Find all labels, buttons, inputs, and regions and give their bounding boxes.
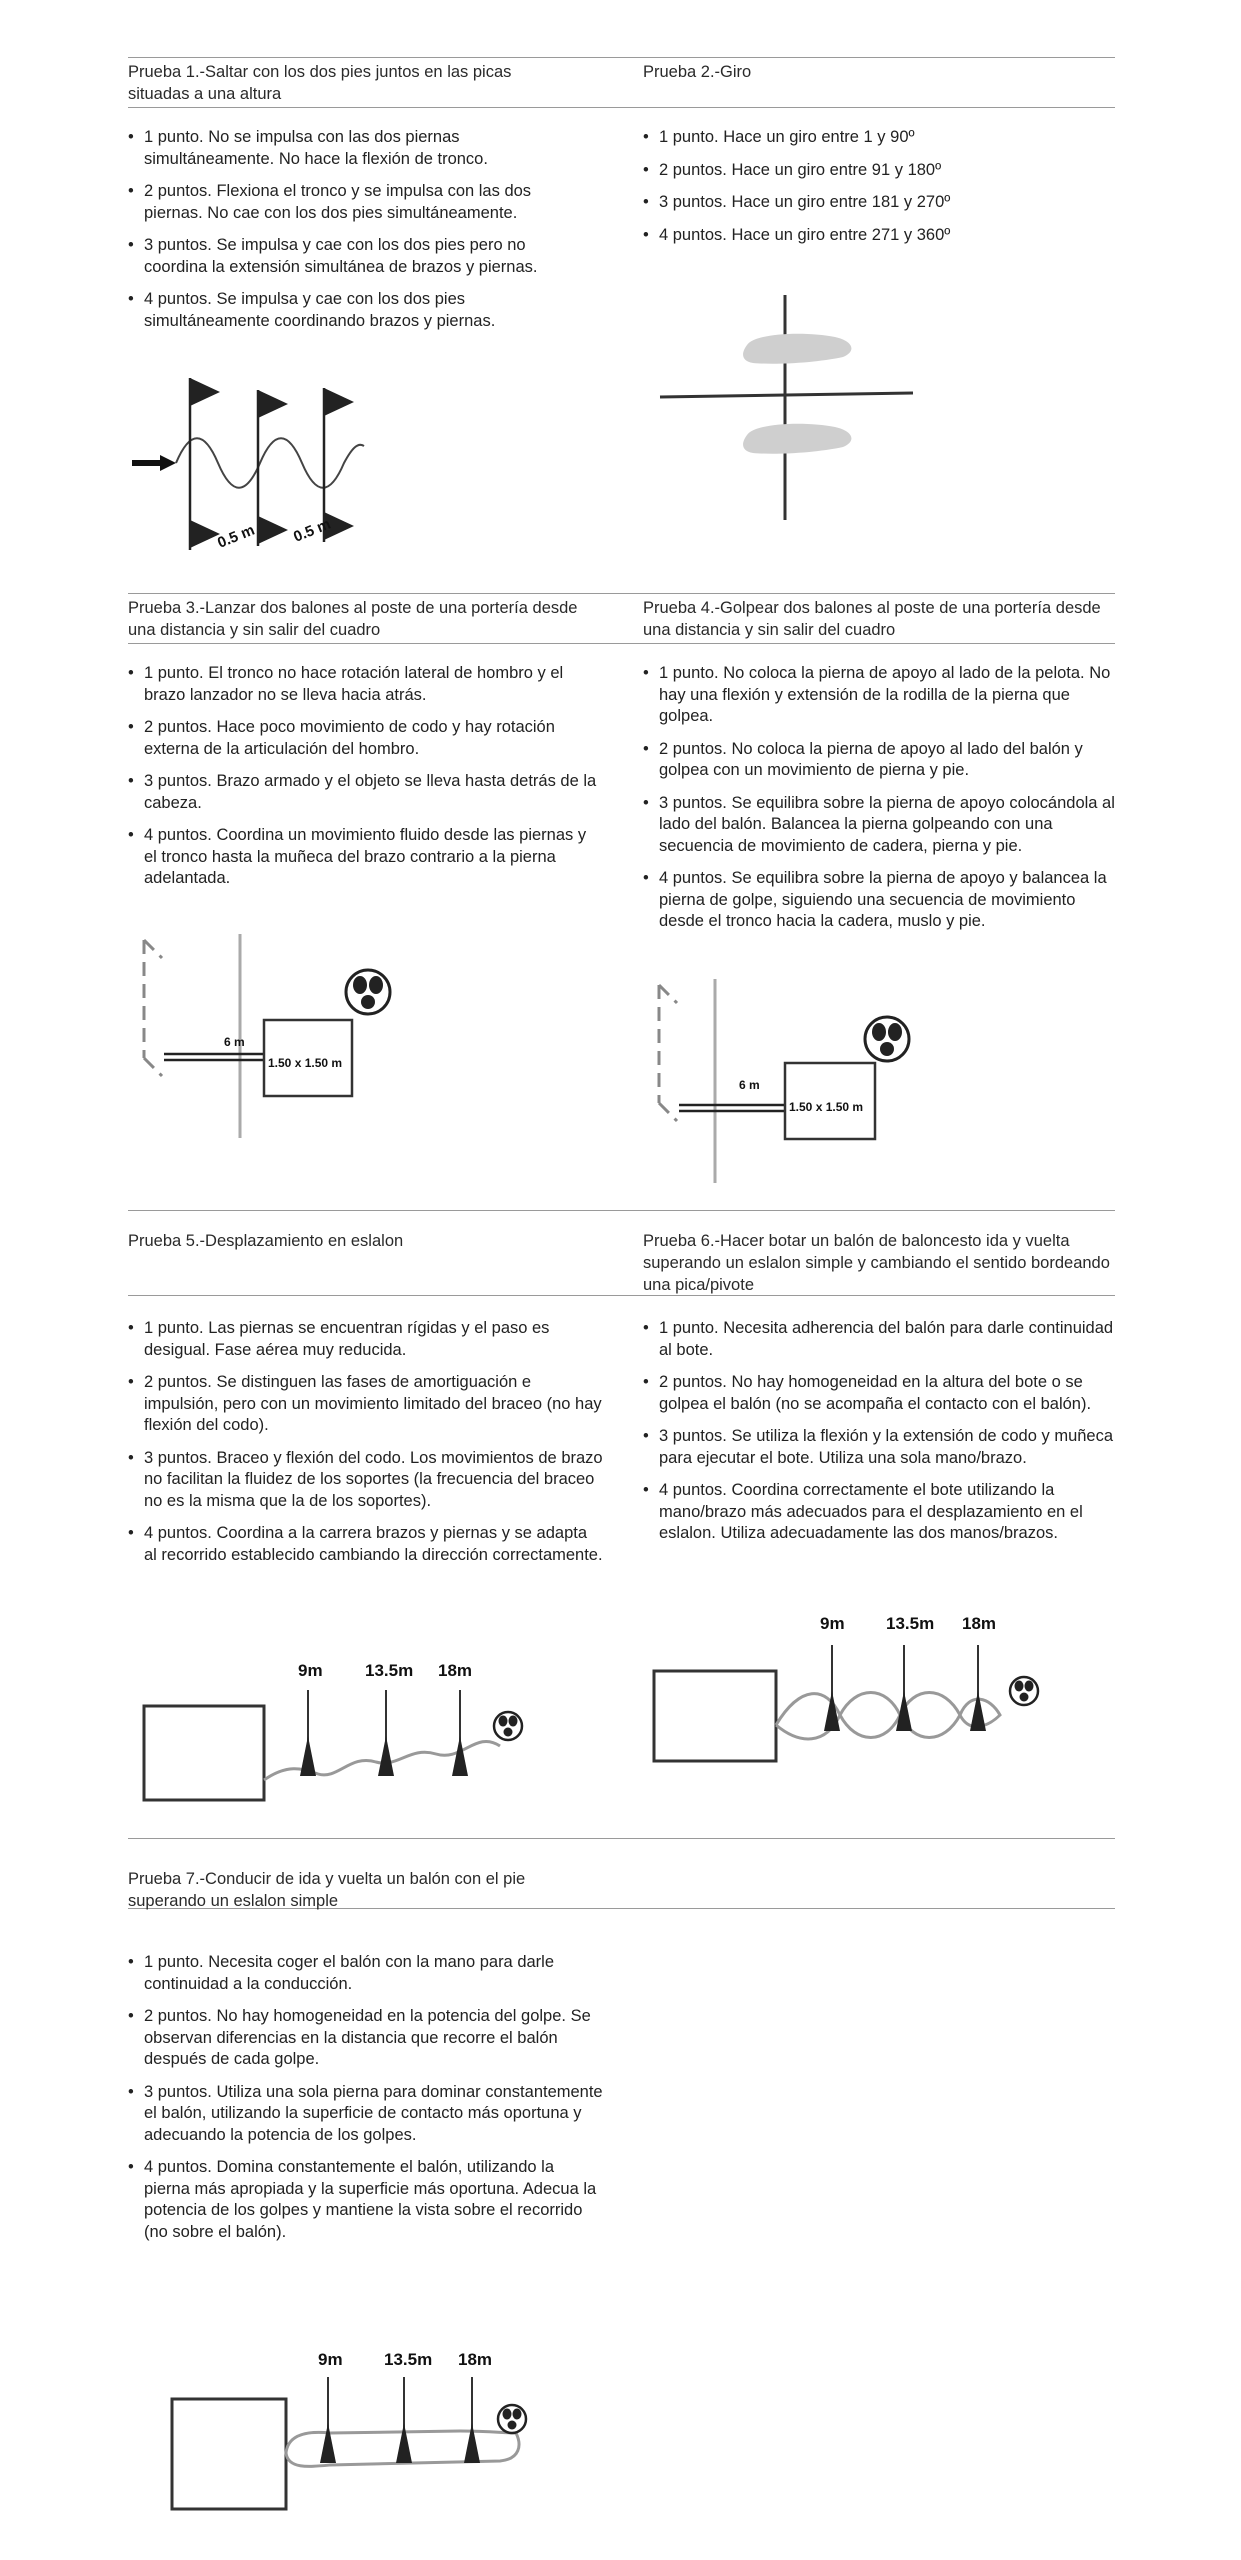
cone-icon [300,1690,316,1776]
prueba-1-criteria [128,127,583,343]
criterion-item: • 3 puntos. Utiliza una sola pierna para dominar constantemente el balón, utilizando la superficie de contacto más oportuna y adecuando la potencia de los golpes. [128,2082,603,2147]
criterion-item: • 4 puntos. Coordina un movimiento fluido desde las piernas y el tronco hasta la muñeca del brazo contrario a la pierna adelantada. [128,825,598,890]
cone-icon [320,2377,336,2463]
criterion-item: • 2 puntos. Se distinguen las fases de amortiguación e impulsión, pero con un movimiento limitado del braceo (no hay flexión del codo). [128,1372,603,1437]
criterion-item: • 4 puntos. Coordina a la carrera brazos y piernas y se adapta al recorrido establecido cambiando la dirección correctamente. [128,1523,603,1566]
criterion-item: • 1 punto. El tronco no hace rotación lateral de hombro y el brazo lanzador no se lleva hacia atrás. [128,663,598,706]
square-label: 1.50 x 1.50 m [268,1056,343,1070]
prueba-6-title: Prueba 6.-Hacer botar un balón de baloncesto ida y vuelta superando un eslalon simple y cambiando el sentido bordeando una pica/pivote [643,1232,1110,1294]
cone-icon [464,2377,480,2463]
prueba-5-criteria [128,1318,603,1577]
distance-label: 13.5m [384,2350,433,2369]
distance-label: 0.5 m [215,521,258,552]
distance-label: 9m [318,2350,343,2369]
prueba-3-title: Prueba 3.-Lanzar dos balones al poste de una portería desde una distancia y sin salir del cuadro [128,599,578,639]
prueba-1-jump-diagram [128,370,418,560]
distance-label: 18m [962,1614,997,1633]
criterion-item: • 3 puntos. Se equilibra sobre la pierna de apoyo colocándola al lado del balón. Balancea la pierna golpeando con una secuencia de movimiento de cadera, pierna y pie. [643,793,1123,858]
distance-label: 18m [458,2350,493,2369]
start-square [654,1671,776,1761]
square-label: 1.50 x 1.50 m [789,1100,864,1114]
flag-pole [324,388,354,542]
criterion-item: • 4 puntos. Se equilibra sobre la pierna de apoyo y balancea la pierna de golpe, siguiendo una secuencia de movimiento desde el tronco hacia la cadera, muslo y pie. [643,868,1123,933]
prueba-7-title: Prueba 7.-Conducir de ida y vuelta un balón con el pie superando un eslalon simple [128,1870,526,1910]
distance-label: 9m [820,1614,845,1633]
flag-pole [190,378,220,550]
arrow-icon [132,455,176,471]
distance-label: 6 m [224,1035,245,1049]
distance-label: 0.5 m [291,515,334,546]
prueba-3-throw-diagram [140,930,420,1140]
prueba-6-criteria [643,1318,1123,1556]
start-square [172,2399,286,2509]
prueba-2-turn-diagram [655,295,925,525]
criterion-item: • 1 punto. Necesita adherencia del balón para darle continuidad al bote. [643,1318,1123,1361]
prueba-4-criteria [643,663,1123,944]
footprint-icon [743,334,851,364]
cone-icon [970,1645,986,1731]
criterion-item: • 4 puntos. Se impulsa y cae con los dos pies simultáneamente coordinando brazos y piernas. [128,289,583,332]
distance-label: 13.5m [886,1614,935,1633]
divider [128,1838,1115,1839]
prueba-5-slalom-diagram [140,1650,540,1810]
cone-icon [396,2377,412,2463]
prueba-6-dribble-diagram [650,1605,1060,1765]
prueba-2-title: Prueba 2.-Giro [643,63,752,81]
prueba-4-kick-diagram [655,975,925,1185]
criterion-item: • 3 puntos. Se utiliza la flexión y la extensión de codo y muñeca para ejecutar el bote. Utiliza una sola mano/brazo. [643,1426,1123,1469]
criterion-item: • 3 puntos. Brazo armado y el objeto se lleva hasta detrás de la cabeza. [128,771,598,814]
criterion-item: • 4 puntos. Coordina correctamente el bote utilizando la mano/brazo más adecuados para el desplazamiento en el eslalon. Utiliza adecuadamente las dos manos/brazos. [643,1480,1123,1545]
ball-icon [865,1017,909,1061]
prueba-7-foot-dribble-diagram [160,2345,560,2515]
prueba-1-title: Prueba 1.-Saltar con los dos pies juntos en las picas situadas a una altura [128,63,512,103]
criterion-item: • 4 puntos. Domina constantemente el balón, utilizando la pierna más apropiada y la superficie más oportuna. Adecua la potencia de los golpes y mantiene la vista sobre el recorrido (no sobre el balón). [128,2157,603,2243]
ball-icon [346,970,390,1014]
prueba-4-title: Prueba 4.-Golpear dos balones al poste de una portería desde una distancia y sin salir del cuadro [643,599,1101,639]
distance-label: 6 m [739,1078,760,1092]
criterion-item: • 3 puntos. Braceo y flexión del codo. Los movimientos de brazo no facilitan la fluidez de los soportes (la frecuencia del braceo no es la misma que la de los soportes). [128,1448,603,1513]
prueba-2-criteria [643,127,1103,257]
divider [128,107,1115,108]
distance-label: 13.5m [365,1661,414,1680]
criterion-item: • 2 puntos. Hace poco movimiento de codo y hay rotación externa de la articulación del hombro. [128,717,598,760]
criterion-item: • 1 punto. No se impulsa con las dos piernas simultáneamente. No hace la flexión de tronco. [128,127,583,170]
criterion-item: • 1 punto. Hace un giro entre 1 y 90º [643,127,1103,149]
criterion-item: • 1 punto. Necesita coger el balón con la mano para darle continuidad a la conducción. [128,1952,603,1995]
criterion-item: • 3 puntos. Se impulsa y cae con los dos pies pero no coordina la extensión simultánea de brazos y piernas. [128,235,583,278]
distance-label: 9m [298,1661,323,1680]
criterion-item: • 4 puntos. Hace un giro entre 271 y 360º [643,225,1103,247]
cone-icon [452,1690,468,1776]
distance-label: 18m [438,1661,473,1680]
criterion-item: • 1 punto. Las piernas se encuentran rígidas y el paso es desigual. Fase aérea muy reducida. [128,1318,603,1361]
flag-pole [258,390,288,546]
criterion-item: • 2 puntos. No coloca la pierna de apoyo al lado del balón y golpea con un movimiento de pierna y pie. [643,739,1123,782]
criterion-item: • 1 punto. No coloca la pierna de apoyo al lado de la pelota. No hay una flexión y extensión de la rodilla de la pierna que golpea. [643,663,1123,728]
prueba-3-criteria [128,663,598,901]
divider [128,593,1115,594]
footprint-icon [743,424,851,454]
criterion-item: • 3 puntos. Hace un giro entre 181 y 270º [643,192,1103,214]
divider [128,57,1115,58]
criterion-item: • 2 puntos. No hay homogeneidad en la altura del bote o se golpea el balón (no se acompaña el contacto con el balón). [643,1372,1123,1415]
start-square [144,1706,264,1800]
criterion-item: • 2 puntos. Flexiona el tronco y se impulsa con las dos piernas. No cae con los dos pies simultáneamente. [128,181,583,224]
divider [128,1210,1115,1211]
prueba-5-title: Prueba 5.-Desplazamiento en eslalon [128,1232,404,1250]
ball-icon [498,2405,526,2433]
criterion-item: • 2 puntos. No hay homogeneidad en la potencia del golpe. Se observan diferencias en la distancia que recorre el balón después de cada golpe. [128,2006,603,2071]
criterion-item: • 2 puntos. Hace un giro entre 91 y 180º [643,160,1103,182]
prueba-7-criteria [128,1952,603,2254]
ball-icon [1010,1677,1038,1705]
ball-icon [494,1712,522,1740]
divider [128,643,1115,644]
